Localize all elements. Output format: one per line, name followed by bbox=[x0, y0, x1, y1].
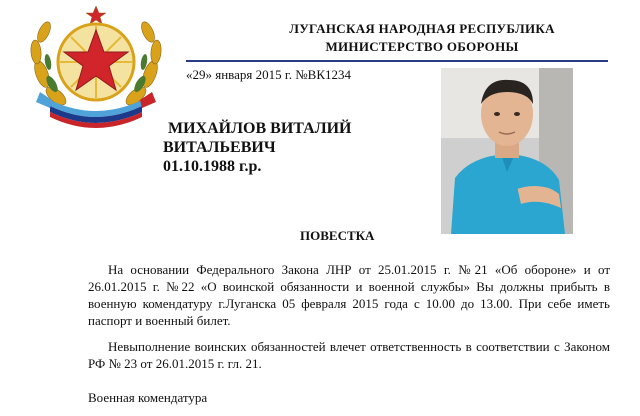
person-surname-name: МИХАЙЛОВ ВИТАЛИЙ bbox=[168, 120, 352, 137]
person-patronymic: ВИТАЛЬЕВИЧ bbox=[163, 139, 276, 156]
ministry-header-line1: ЛУГАНСКАЯ НАРОДНАЯ РЕСПУБЛИКА bbox=[289, 21, 555, 36]
portrait-photo bbox=[441, 68, 573, 234]
document-date-number: «29» января 2015 г. №ВК1234 bbox=[186, 67, 352, 82]
signature-line: Военная комендатура bbox=[88, 390, 208, 405]
header-divider bbox=[186, 60, 608, 62]
body-paragraph: Невыполнение воинских обязанностей влечет ответственность в соответствии с Законом РФ № 23 от 26.01.2015 г. гл. 21. bbox=[88, 339, 610, 371]
body-paragraph: На основании Федерального Закона ЛНР от 25.01.2015 г. №21 «Об обороне» и от 26.01.2015 г. №22 «О воинской обязанности и военной службы» Вы должны прибыть в военную комендатуру г.Луганска 05 февраля 2015 года с 10.00 до 13.00. При себе иметь паспорт и военный билет. bbox=[88, 262, 610, 328]
ministry-header-line2: МИНИСТЕРСТВО ОБОРОНЫ bbox=[325, 39, 519, 54]
document-title: ПОВЕСТКА bbox=[300, 228, 375, 243]
person-birthdate: 01.10.1988 г.р. bbox=[163, 158, 262, 175]
coat-of-arms-icon bbox=[22, 4, 170, 132]
